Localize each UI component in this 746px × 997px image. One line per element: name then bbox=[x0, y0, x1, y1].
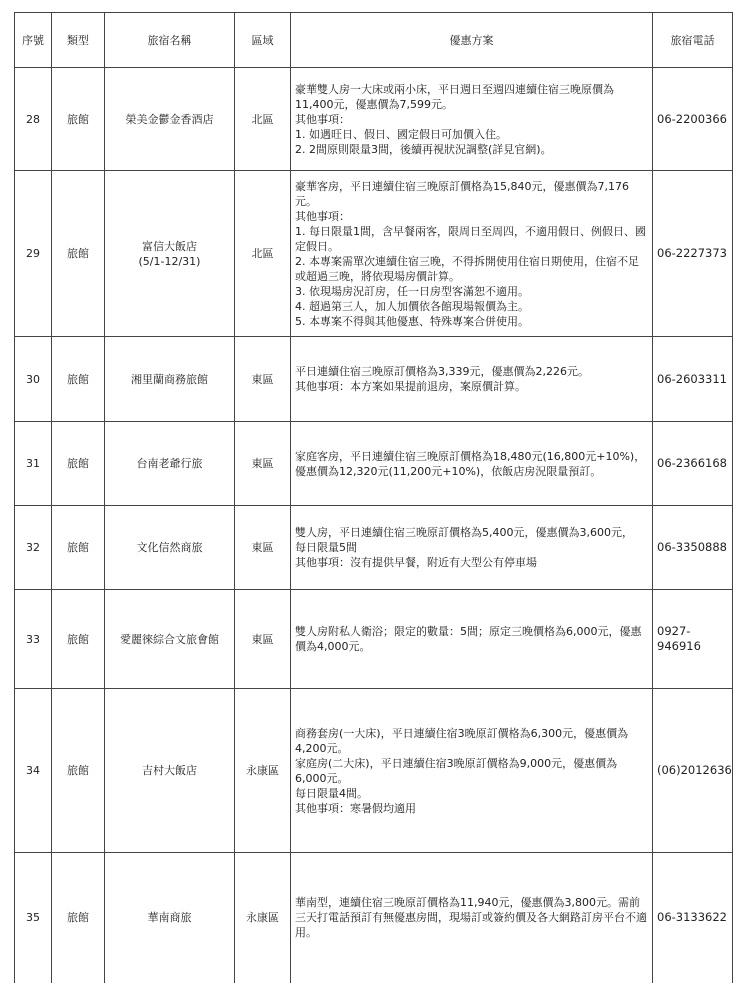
cell-no: 31 bbox=[15, 422, 52, 506]
plan-line: 4. 超過第三人，加人加價依各館現場報價為主。 bbox=[295, 299, 529, 313]
table-row bbox=[15, 422, 733, 506]
cell-type: 旅館 bbox=[52, 506, 105, 590]
plan-line: 豪華雙人房一大床或兩小床，平日週日至週四連續住宿三晚原價為11,400元，優惠價為7,599元。 bbox=[295, 82, 614, 111]
cell-type: 旅館 bbox=[52, 337, 105, 422]
plan-line: 商務套房(一大床)，平日連續住宿3晚原訂價格為6,300元，優惠價為4,200元。 bbox=[295, 726, 629, 755]
cell-plan bbox=[291, 506, 653, 590]
cell-no: 34 bbox=[15, 689, 52, 853]
hotel-name: 台南老爺行旅 bbox=[136, 457, 203, 470]
header-type: 類型 bbox=[52, 13, 105, 68]
plan-line: 2. 2間原則限量3間，後續再視狀況調整(詳見官網)。 bbox=[295, 142, 552, 156]
cell-plan bbox=[291, 590, 653, 689]
cell-plan bbox=[291, 689, 653, 853]
hotel-discount-table-page bbox=[14, 12, 732, 983]
cell-plan bbox=[291, 68, 653, 171]
hotel-discount-table bbox=[14, 12, 733, 983]
cell-area: 北區 bbox=[235, 68, 291, 171]
plan-line: 家庭客房，平日連續住宿三晚原訂價格為18,480元(16,800元+10%)，優惠價為12,320元(11,200元+10%)，依飯店房況限量預訂。 bbox=[295, 449, 646, 478]
cell-name bbox=[105, 171, 235, 337]
cell-phone: 06-3133622 bbox=[653, 853, 733, 983]
plan-line: 每日限量5間 bbox=[295, 541, 357, 554]
plan-line: 其他事項：沒有提供早餐，附近有大型公有停車場 bbox=[295, 556, 537, 569]
cell-no: 33 bbox=[15, 590, 52, 689]
table-row bbox=[15, 853, 733, 983]
cell-type: 旅館 bbox=[52, 590, 105, 689]
cell-area: 永康區 bbox=[235, 689, 291, 853]
cell-phone: 06-2603311 bbox=[653, 337, 733, 422]
plan-line: 2. 本專案需單次連續住宿三晚，不得拆開使用住宿日期使用，住宿不足或超過三晚，將依現場房價計算。 bbox=[295, 254, 639, 283]
cell-name bbox=[105, 506, 235, 590]
plan-line: 其他事項： bbox=[295, 112, 350, 126]
plan-line: 豪華客房，平日連續住宿三晚原訂價格為15,840元，優惠價為7,176元。 bbox=[295, 179, 629, 208]
hotel-name: 華南商旅 bbox=[147, 911, 192, 925]
table-row bbox=[15, 689, 733, 853]
cell-area: 東區 bbox=[235, 337, 291, 422]
table-row bbox=[15, 590, 733, 689]
plan-line: 其他事項： bbox=[295, 209, 350, 223]
plan-line: 1. 如遇旺日、假日、國定假日可加價入住。 bbox=[295, 127, 507, 141]
plan-line: 華南型，連續住宿三晚原訂價格為11,940元，優惠價為3,800元。需前三天打電話預訂有無優惠房間，現場訂或簽約價及各大網路訂房平台不適用。 bbox=[295, 896, 647, 940]
table-row bbox=[15, 337, 733, 422]
cell-plan bbox=[291, 422, 653, 506]
cell-name bbox=[105, 590, 235, 689]
hotel-name: 榮美金鬱金香酒店 bbox=[125, 112, 214, 126]
plan-line: 3. 依現場房況訂房，任一日房型客滿恕不適用。 bbox=[295, 284, 529, 298]
cell-phone: 0927-946916 bbox=[653, 590, 733, 689]
cell-phone: 06-3350888 bbox=[653, 506, 733, 590]
cell-no: 35 bbox=[15, 853, 52, 983]
plan-line: 其他事項：寒暑假均適用 bbox=[295, 801, 416, 815]
hotel-name: 吉村大飯店 bbox=[142, 764, 197, 777]
cell-area: 東區 bbox=[235, 590, 291, 689]
table-row bbox=[15, 506, 733, 590]
header-name: 旅宿名稱 bbox=[105, 13, 235, 68]
cell-area: 永康區 bbox=[235, 853, 291, 983]
cell-plan bbox=[291, 337, 653, 422]
header-phone: 旅宿電話 bbox=[653, 13, 733, 68]
hotel-name: 愛麗徠綜合文旅會館 bbox=[120, 632, 219, 646]
hotel-name-period: (5/1-12/31) bbox=[138, 254, 201, 268]
cell-name bbox=[105, 337, 235, 422]
header-plan: 優惠方案 bbox=[291, 13, 653, 68]
cell-name bbox=[105, 422, 235, 506]
cell-name bbox=[105, 68, 235, 171]
header-area: 區域 bbox=[235, 13, 291, 68]
cell-type: 旅館 bbox=[52, 689, 105, 853]
cell-plan bbox=[291, 171, 653, 337]
hotel-name: 文化信然商旅 bbox=[136, 541, 203, 554]
table-row bbox=[15, 68, 733, 171]
cell-type: 旅館 bbox=[52, 853, 105, 983]
table-header-row bbox=[15, 13, 733, 68]
cell-phone: 06-2227373 bbox=[653, 171, 733, 337]
cell-area: 東區 bbox=[235, 506, 291, 590]
cell-no: 32 bbox=[15, 506, 52, 590]
plan-line: 家庭房(二大床)，平日連續住宿3晚原訂價格為9,000元，優惠價為6,000元。 bbox=[295, 756, 618, 785]
plan-line: 1. 每日限量1間，含早餐兩客，限周日至周四，不適用假日、例假日、國定假日。 bbox=[295, 224, 646, 253]
cell-name bbox=[105, 853, 235, 983]
hotel-name: 富信大飯店 bbox=[142, 239, 197, 253]
plan-line: 雙人房，平日連續住宿三晚原訂價格為5,400元，優惠價為3,600元， bbox=[295, 526, 633, 539]
cell-name bbox=[105, 689, 235, 853]
cell-type: 旅館 bbox=[52, 422, 105, 506]
plan-line: 其他事項：本方案如果提前退房，案原價計算。 bbox=[295, 380, 526, 393]
hotel-name: 湘里蘭商務旅館 bbox=[131, 372, 208, 386]
cell-no: 29 bbox=[15, 171, 52, 337]
plan-line: 5. 本專案不得與其他優惠、特殊專案合併使用。 bbox=[295, 314, 529, 328]
cell-area: 東區 bbox=[235, 422, 291, 506]
cell-type: 旅館 bbox=[52, 68, 105, 171]
table-row bbox=[15, 171, 733, 337]
cell-phone: (06)2012636 bbox=[653, 689, 733, 853]
cell-phone: 06-2366168 bbox=[653, 422, 733, 506]
cell-no: 28 bbox=[15, 68, 52, 171]
plan-line: 每日限量4間。 bbox=[295, 786, 368, 800]
plan-line: 平日連續住宿三晚原訂價格為3,339元，優惠價為2,226元。 bbox=[295, 365, 589, 378]
plan-line: 雙人房附私人衛浴；限定的數量：5間；原定三晚價格為6,000元，優惠價為4,000元。 bbox=[295, 625, 642, 653]
cell-no: 30 bbox=[15, 337, 52, 422]
cell-plan bbox=[291, 853, 653, 983]
cell-area: 北區 bbox=[235, 171, 291, 337]
header-no: 序號 bbox=[15, 13, 52, 68]
cell-phone: 06-2200366 bbox=[653, 68, 733, 171]
cell-type: 旅館 bbox=[52, 171, 105, 337]
